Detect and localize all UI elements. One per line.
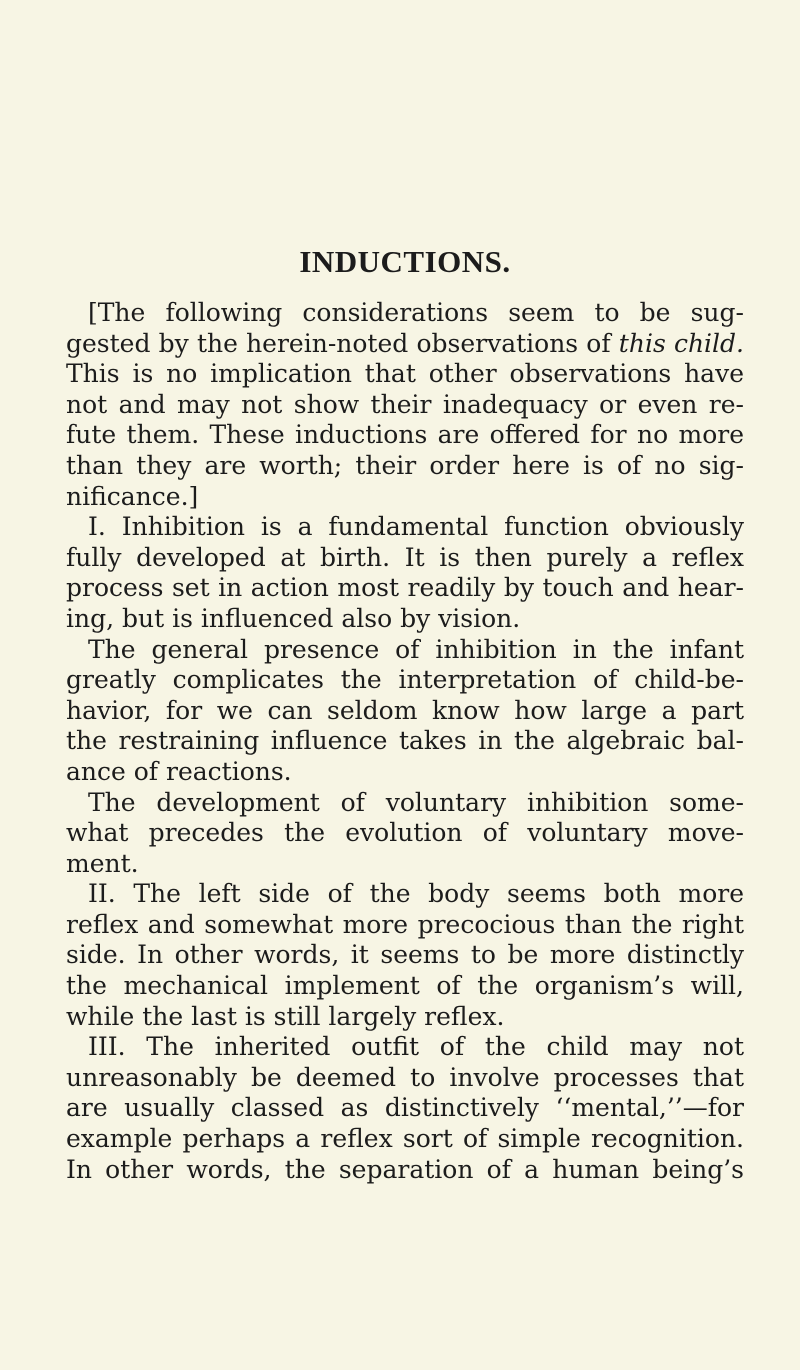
book-page: [66, 240, 744, 1185]
text-line: are usually classed as distinctively ‘‘mental,’’—for: [66, 1093, 744, 1123]
text-line: In other words, the separation of a human being’s: [66, 1154, 744, 1184]
text-line: unreasonably be deemed to involve processes that: [66, 1062, 744, 1092]
text-line: [The following considerations seem to be sug-: [88, 298, 744, 327]
text-line: havior, for we can seldom know how large a part: [66, 695, 744, 725]
text-line: not and may not show their inadequacy or even re-: [66, 389, 744, 419]
text-block: [66, 298, 744, 1185]
text-line: process set in action most readily by touch and hear-: [66, 573, 744, 603]
emphasized-text: this child.: [618, 328, 744, 358]
text-line: ment.: [66, 848, 139, 878]
text-line: II. The left side of the body seems both more: [88, 879, 744, 909]
text-line: while the last is still largely reflex.: [66, 1001, 505, 1031]
text-line: the restraining influence takes in the algebraic bal-: [66, 726, 744, 756]
text-line: greatly complicates the interpretation of child-be-: [66, 665, 744, 695]
text-line: reflex and somewhat more precocious than the right: [66, 909, 744, 939]
text-line: ing, but is influenced also by vision.: [66, 603, 521, 633]
text-line: what precedes the evolution of voluntary move-: [66, 818, 744, 848]
text-line: This is no implication that other observations have: [66, 359, 744, 389]
text-line: fully developed at birth. It is then purely a reflex: [66, 542, 744, 572]
text-line: than they are worth; their order here is of no sig-: [66, 450, 744, 480]
text-line: example perhaps a reflex sort of simple recognition.: [66, 1124, 744, 1154]
text-line: The development of voluntary inhibition some-: [88, 787, 744, 817]
text-line-italic: [66, 329, 744, 360]
text-line: the mechanical implement of the organism’s will,: [66, 971, 744, 1001]
text-line: The general presence of inhibition in the infant: [88, 634, 744, 664]
text-line: fute them. These inductions are offered for no more: [66, 420, 744, 450]
text-segment: gested by the herein-noted observations of: [66, 328, 619, 358]
text-line: nificance.]: [66, 481, 199, 511]
text-line: I. Inhibition is a fundamental function obviously: [88, 512, 744, 542]
page-heading: INDUCTIONS.: [299, 244, 511, 279]
text-line: III. The inherited outfit of the child may not: [88, 1032, 744, 1062]
text-line: side. In other words, it seems to be more distinctly: [66, 940, 744, 970]
text-line: ance of reactions.: [66, 756, 292, 786]
